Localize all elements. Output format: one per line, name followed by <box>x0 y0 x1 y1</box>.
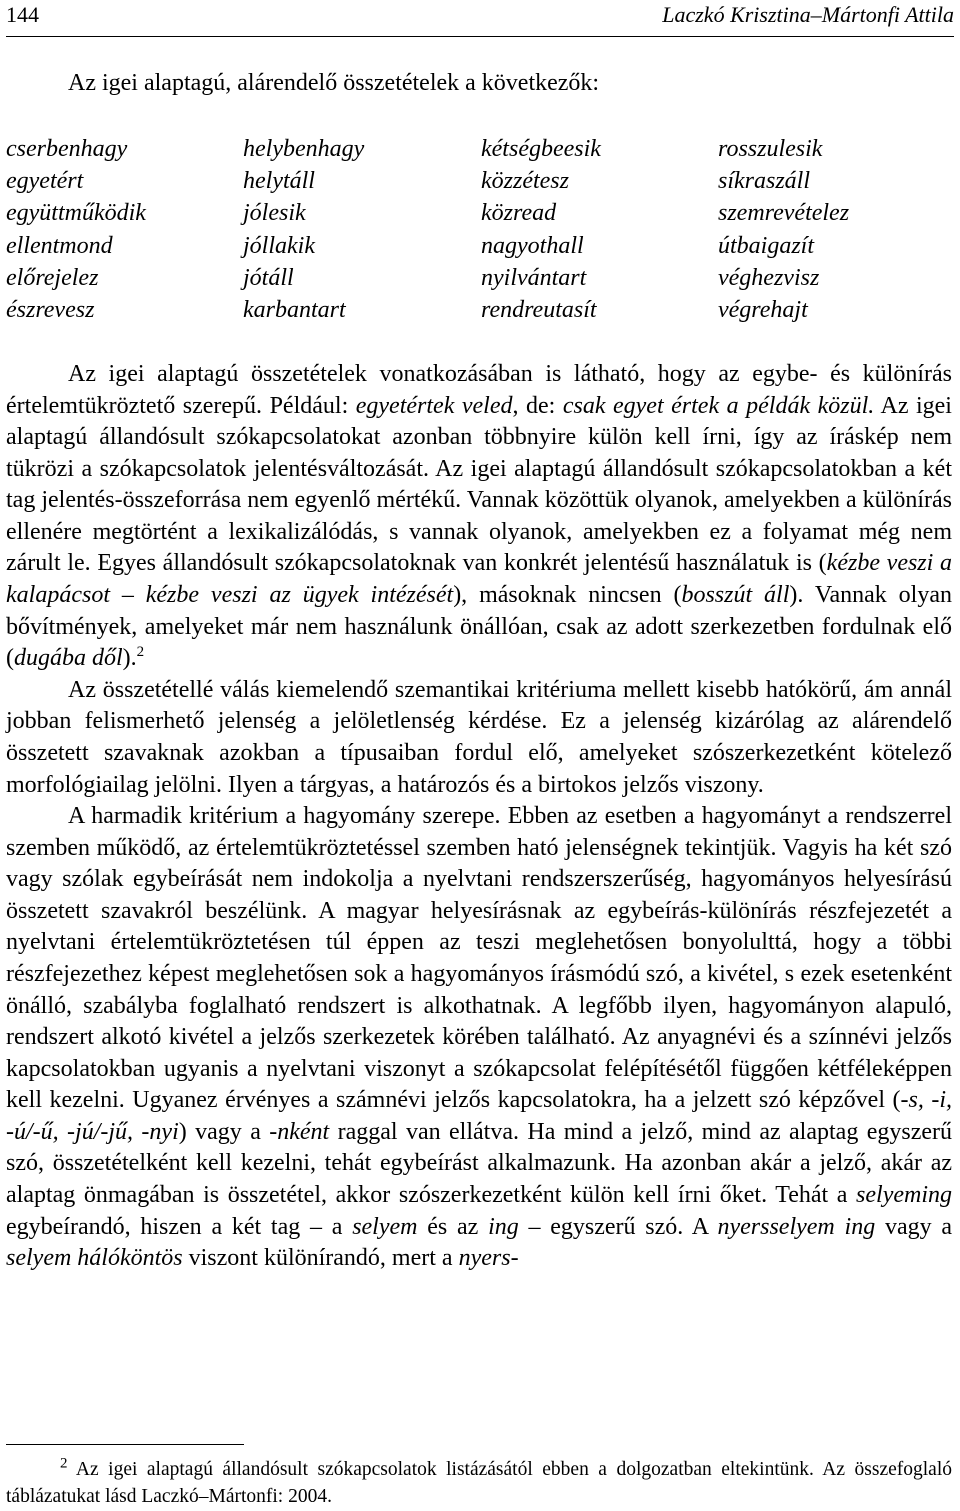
italic-example: selyem hálóköntös <box>6 1245 183 1272</box>
word-item: együttműködik <box>6 200 146 227</box>
text-run: Az igei alaptagú összetételek vonatkozásában is látható, hogy az egybe- és különírás értelemtükröztető szerepű. Például: <box>6 361 952 419</box>
footnote-paragraph <box>6 1456 952 1510</box>
word-item: karbantart <box>243 296 346 323</box>
text-run: viszont különírandó, mert a <box>182 1245 459 1272</box>
text-run: A harmadik kritérium a hagyomány szerepe. Ebben az esetben a hagyományt a rendszerrel szemben működő, az értelemtükröztetéssel szemben ható jelenségnek tekintjük. Vagyis ha két szó vagy szólak egybeírását nem indokolja a nyelvtani rendszerszerűség, hagyományos helyesírású összetett szavakról beszélünk. A magyar helyesírásnak az egybeírás-különírás részfejezetét a nyelvtani értelemtükröztetésen túl éppen az teszi meglehetősen bonyolulttá, hogy a többi részfejezethez képest meglehetősen sok a hagyományos írásmódú szó, a kivétel, s ezek esetenként önálló, szabályba foglalható rendszert is alkothatnak. A legfőbb ilyen, hagyományon alapuló, rendszert alkotó kivétel a jelzős szerkezetek körében található. Az anyagnévi és a színnévi jelzős kapcsolatokban ugyanis a nyelvtani viszonyt a szókapcsolat felépítésétől függően kétféleképpen kell kezelni. Ugyanez érvényes a számnévi jelzős kapcsolatokra, ha a jelzett szó képzővel ( <box>6 803 952 1114</box>
italic-example: dugába dől <box>14 645 123 672</box>
word-item: közread <box>481 200 557 227</box>
text-run: ). Vannak olyan bővítmények, amelyeket már nem használunk önállóan, csak az adott szerkezetben fordulnak elő ( <box>6 582 953 672</box>
body-text <box>6 359 952 1275</box>
paragraph <box>6 675 952 801</box>
footnote-number: 2 <box>60 1455 68 1472</box>
word-item: síkraszáll <box>718 168 811 195</box>
italic-example: ing <box>488 1213 519 1240</box>
word-item: helytáll <box>243 168 315 195</box>
word-item: rosszulesik <box>718 136 823 162</box>
paragraph <box>6 801 952 1275</box>
text-run: Az összetétellé válás kiemelendő szemantikai kritériuma mellett kisebb hatókörű, ám annál jobban felismerhető jelenség a jelöletlenség kérdése. Ez a jelenség kizárólag az alárendelő összetett szavaknak azokban a típusaiban fordul elő, amelyeket szószerkezetként kötelező morfológiailag jelölni. Ilyen a tárgyas, a határozós és a birtokos jelzős viszony. <box>6 676 952 798</box>
text-run: és az <box>417 1213 489 1240</box>
word-item: kétségbeesik <box>481 136 601 162</box>
footnote <box>6 1456 952 1510</box>
italic-example: kézbe veszi a kalapácsot – kézbe veszi az ügyek intézését <box>6 550 953 609</box>
word-item: cserbenhagy <box>6 136 128 162</box>
word-item: közzétesz <box>481 168 569 195</box>
text-run: – egyszerű szó. A <box>518 1213 718 1240</box>
text-run: Az igei alaptagú állandósult szókapcsolatokat azonban többnyire külön kell írni, így az íráskép nem tükrözi a szókapcsolatok jelentésváltozását. Az igei alaptagú állandósult szókapcsolatokban a két tag jelentés-összeforrása nem egyenlő mértékű. Vannak közöttük olyanok, amelyekben a különírás ellenére megtörtént a lexikalizálódás, s vannak olyanok, amelyekben ez a folyamat még nem zárult le. Egyes állandósult szókapcsolatoknak van konkrét jelentésű használatuk is ( <box>6 392 952 577</box>
italic-example: csak egyet értek a példák közül. <box>562 392 875 419</box>
word-item: jótáll <box>243 264 294 291</box>
word-item: végrehajt <box>718 296 808 323</box>
word-item: ellentmond <box>6 232 113 259</box>
running-title: Laczkó Krisztina–Mártonfi Attila <box>662 2 954 27</box>
text-run: , de: <box>512 392 563 419</box>
text-run: raggal van ellátva. Ha mind a jelző, mind az alaptag egyszerű szó, összetételként kell kezelni, tehát egybeírást alkalmazunk. Ha azonban akár a jelző, akár az alaptag önmagában is összetétel, akkor szószerkezetként külön kell írni őket. Tehát a <box>6 1118 953 1209</box>
word-item: jólesik <box>243 200 306 227</box>
word-column-1 <box>6 133 146 326</box>
page-header <box>6 0 954 37</box>
footnote-text: Az igei alaptagú állandósult szókapcsolatok listázásától ebben a dolgozatban eltekintünk. Az összefoglaló táblázatukat lásd Laczkó–Mártonfi: 2004. <box>6 1459 952 1507</box>
word-item: útbaigazít <box>718 232 815 259</box>
paragraph <box>6 359 952 675</box>
word-item: helybenhagy <box>243 136 365 162</box>
word-item: nagyothall <box>481 232 584 259</box>
word-column-4 <box>718 133 849 326</box>
word-column-3 <box>481 133 601 326</box>
word-item: észrevesz <box>6 296 95 323</box>
text-run: ). <box>122 645 137 672</box>
italic-example: -nként <box>269 1118 330 1145</box>
word-item: véghezvisz <box>718 264 820 291</box>
intro-sentence: Az igei alaptagú, alárendelő összetételek a következők: <box>68 70 600 96</box>
italic-example: selyem <box>352 1213 418 1240</box>
text-run: vagy a <box>875 1213 953 1240</box>
word-item: nyilvántart <box>481 264 587 291</box>
italic-example: bosszút áll <box>681 582 790 609</box>
word-item: rendreutasít <box>481 296 597 323</box>
italic-example: egyetértek veled <box>355 392 513 419</box>
word-item: egyetért <box>6 168 84 195</box>
italic-example: nyersselyem ing <box>717 1213 876 1240</box>
word-column-2 <box>243 133 364 326</box>
word-item: szemrevételez <box>718 200 850 227</box>
page-number: 144 <box>6 2 39 27</box>
italic-example: nyers- <box>458 1245 519 1272</box>
text-run: ), másoknak nincsen ( <box>453 582 682 609</box>
word-item: előrejelez <box>6 264 99 291</box>
italic-example: selyeming <box>856 1182 952 1209</box>
footnote-rule <box>6 1444 244 1445</box>
text-run: egybeírandó, hiszen a két tag – a <box>6 1213 353 1240</box>
italic-example: -s, -i, -ú/-ű, -jú/-jű, -nyi <box>6 1087 952 1145</box>
text-run: ) vagy a <box>178 1118 270 1145</box>
footnote-ref: 2 <box>136 644 145 661</box>
word-item: jóllakik <box>243 232 315 259</box>
